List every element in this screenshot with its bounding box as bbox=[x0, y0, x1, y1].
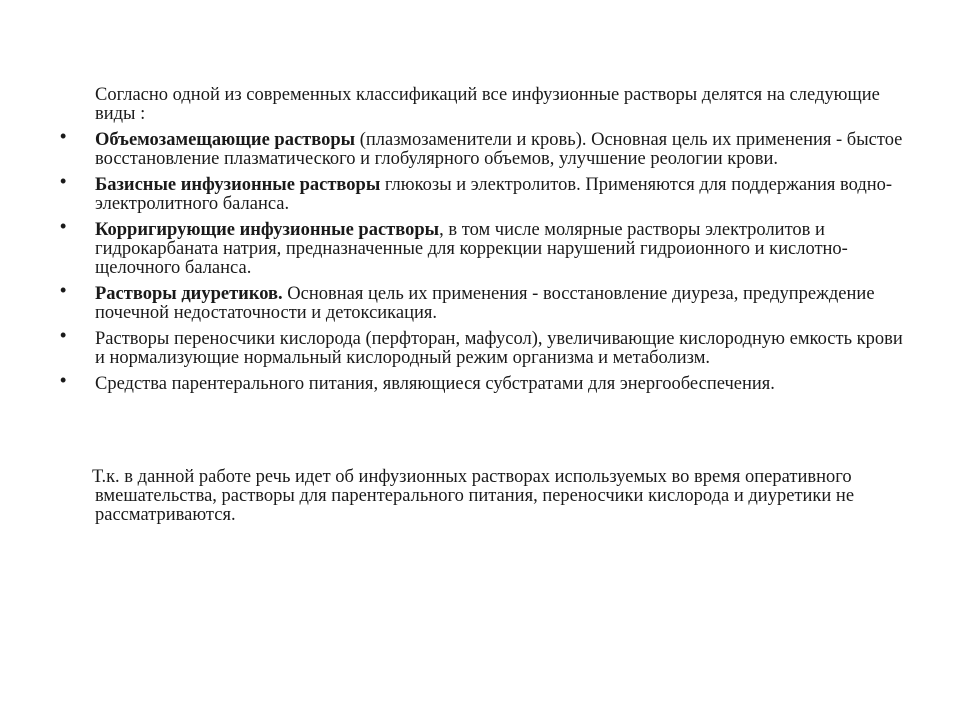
list-item bbox=[60, 280, 910, 323]
bullet-text: Растворы переносчики кислорода (перфторан, мафусол), увеличивающие кислородную емкость крови и нормализующие нормальный кислородный режим организма и метаболизм. bbox=[95, 329, 903, 368]
bullet-text: (плазмозаменители и кровь). Основная цель их применения - быстое восстановление плазматического и глобулярного объемов, улучшение реологии крови. bbox=[95, 130, 903, 169]
intro-paragraph: Согласно одной из современных классификаций все инфузионные растворы делятся на следующие виды : bbox=[95, 85, 880, 124]
bullet-icon: • bbox=[60, 216, 67, 236]
bullet-text: глюкозы и электролитов. Применяются для поддержания водно-электролитного баланса. bbox=[95, 175, 893, 214]
conclusion-paragraph: Т.к. в данной работе речь идет об инфузионных растворах используемых во время оперативного вмешательства, растворы для парентерального питания, переносчики кислорода и диуретики не рассматриваются. bbox=[92, 467, 855, 525]
bullet-icon: • bbox=[60, 325, 67, 345]
bullet-text: Средства парентерального питания, являющиеся субстратами для энергообеспечения. bbox=[95, 374, 775, 394]
bullet-term: Объемозамещающие растворы bbox=[95, 130, 356, 150]
bullet-icon: • bbox=[60, 370, 67, 390]
bullet-term: Растворы диуретиков. bbox=[95, 284, 283, 304]
bullet-icon: • bbox=[60, 171, 67, 191]
list-item bbox=[60, 171, 910, 214]
bullet-text: Основная цель их применения - восстановление диуреза, предупреждение почечной недостаточности и детоксикация. bbox=[95, 284, 875, 323]
bullet-text: , в том числе молярные растворы электролитов и гидрокарбаната натрия, предназначенные для коррекции нарушений гидроионного и кислотно-щелочного баланса. bbox=[95, 220, 848, 278]
list-item bbox=[60, 126, 910, 169]
list-item bbox=[60, 370, 910, 394]
list-item bbox=[60, 325, 910, 368]
bullet-icon: • bbox=[60, 280, 67, 300]
bullet-icon: • bbox=[60, 126, 67, 146]
list-item bbox=[60, 216, 910, 278]
bullet-term: Корригирующие инфузионные растворы bbox=[95, 220, 440, 240]
bullet-term: Базисные инфузионные растворы bbox=[95, 175, 381, 195]
bullet-list bbox=[60, 126, 910, 401]
